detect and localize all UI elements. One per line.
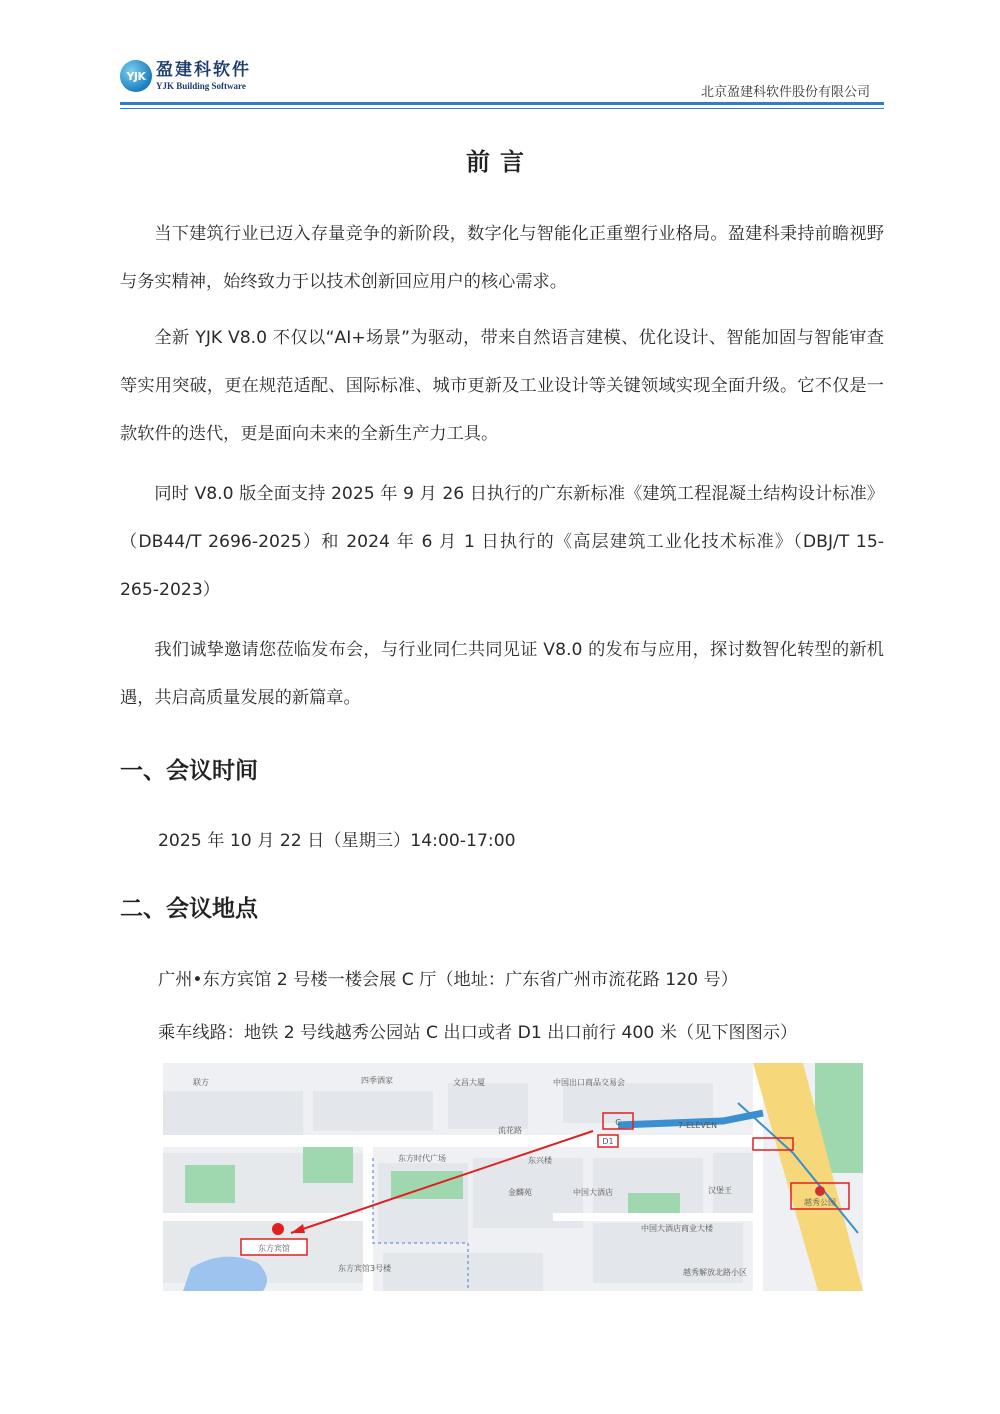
map-road-liuhua	[163, 1135, 758, 1147]
map-pin-icon	[272, 1223, 284, 1235]
page-title: 前言	[466, 148, 534, 176]
map-exit-c-label: C	[615, 1118, 621, 1127]
logo-english-name: YJK Building Software	[156, 80, 246, 91]
paragraph-standards: 同时 V8.0 版全面支持 2025 年 9 月 26 日执行的广东新标准《建筑工程混凝土结构设计标准》（DB44/T 2696-2025）和 2024 年 6 月 1 日执行的《高层建筑工业化技术标准》（DBJ/T 15-265-2023）	[120, 484, 884, 600]
logo-mark: YJK	[120, 60, 152, 92]
map-hotel-bldg3-label: 东方宾馆3号楼	[338, 1264, 392, 1273]
map-road-label: 流花路	[498, 1126, 522, 1135]
meeting-address: 广州•东方宾馆 2 号楼一楼会展 C 厅（地址：广东省广州市流花路 120 号）	[158, 970, 738, 990]
metro-icon	[815, 1186, 825, 1196]
map-jinlinyuan-label: 金麟苑	[508, 1188, 532, 1197]
page-header	[120, 58, 884, 114]
map-green-area	[185, 1165, 235, 1203]
map-trade-center-label: 中国出口商品交易会	[553, 1078, 625, 1087]
section-heading-time: 一、会议时间	[120, 758, 258, 784]
map-china-hotel-office-label: 中国大酒店商业大楼	[641, 1224, 713, 1233]
map-711-label: 7-ELEVEN	[678, 1121, 718, 1130]
meeting-time: 2025 年 10 月 22 日（星期三）14:00-17:00	[158, 831, 516, 851]
paragraph-v8-features: 全新 YJK V8.0 不仅以“AI+场景”为驱动，带来自然语言建模、优化设计、智能加固与智能审查等实用突破，更在规范适配、国际标准、城市更新及工业设计等关键领域实现全面升级。它不仅是一款软件的迭代，更是面向未来的全新生产力工具。	[120, 328, 884, 444]
map-china-hotel-label: 中国大酒店	[573, 1188, 613, 1197]
header-rule-thin	[120, 108, 884, 109]
map-wenchang-label: 文昌大厦	[453, 1078, 485, 1087]
map-jiefang-label: 越秀解放北路小区	[683, 1268, 747, 1277]
map-hotel-label: 东方宾馆	[258, 1244, 290, 1253]
section-heading-location: 二、会议地点	[120, 896, 258, 922]
transit-route: 乘车线路：地铁 2 号线越秀公园站 C 出口或者 D1 出口前行 400 米（见下图图示）	[158, 1023, 798, 1043]
header-rule	[120, 102, 884, 105]
map-metro-station-label: 越秀公园	[804, 1198, 836, 1207]
logo-chinese-name: 盈建科软件	[156, 59, 251, 80]
map-dongxinglou-label: 东兴楼	[528, 1156, 552, 1165]
paragraph-intro: 当下建筑行业已迈入存量竞争的新阶段，数字化与智能化正重塑行业格局。盈建科秉持前瞻视野与务实精神，始终致力于以技术创新回应用户的核心需求。	[120, 224, 884, 292]
location-map	[163, 1063, 863, 1291]
map-hanbaowang-label: 汉堡王	[708, 1186, 732, 1195]
company-name: 北京盈建科软件股份有限公司	[700, 85, 870, 100]
company-logo	[120, 60, 251, 92]
map-lianfang-label: 联方	[193, 1078, 209, 1087]
paragraph-invitation: 我们诚挚邀请您莅临发布会，与行业同仁共同见证 V8.0 的发布与应用，探讨数智化转型的新机遇，共启高质量发展的新篇章。	[120, 640, 884, 708]
map-dongfang-times-label: 东方时代广场	[398, 1154, 446, 1163]
map-sihai-label: 四季酒家	[361, 1076, 393, 1085]
map-exit-d1-label: D1	[602, 1137, 614, 1146]
